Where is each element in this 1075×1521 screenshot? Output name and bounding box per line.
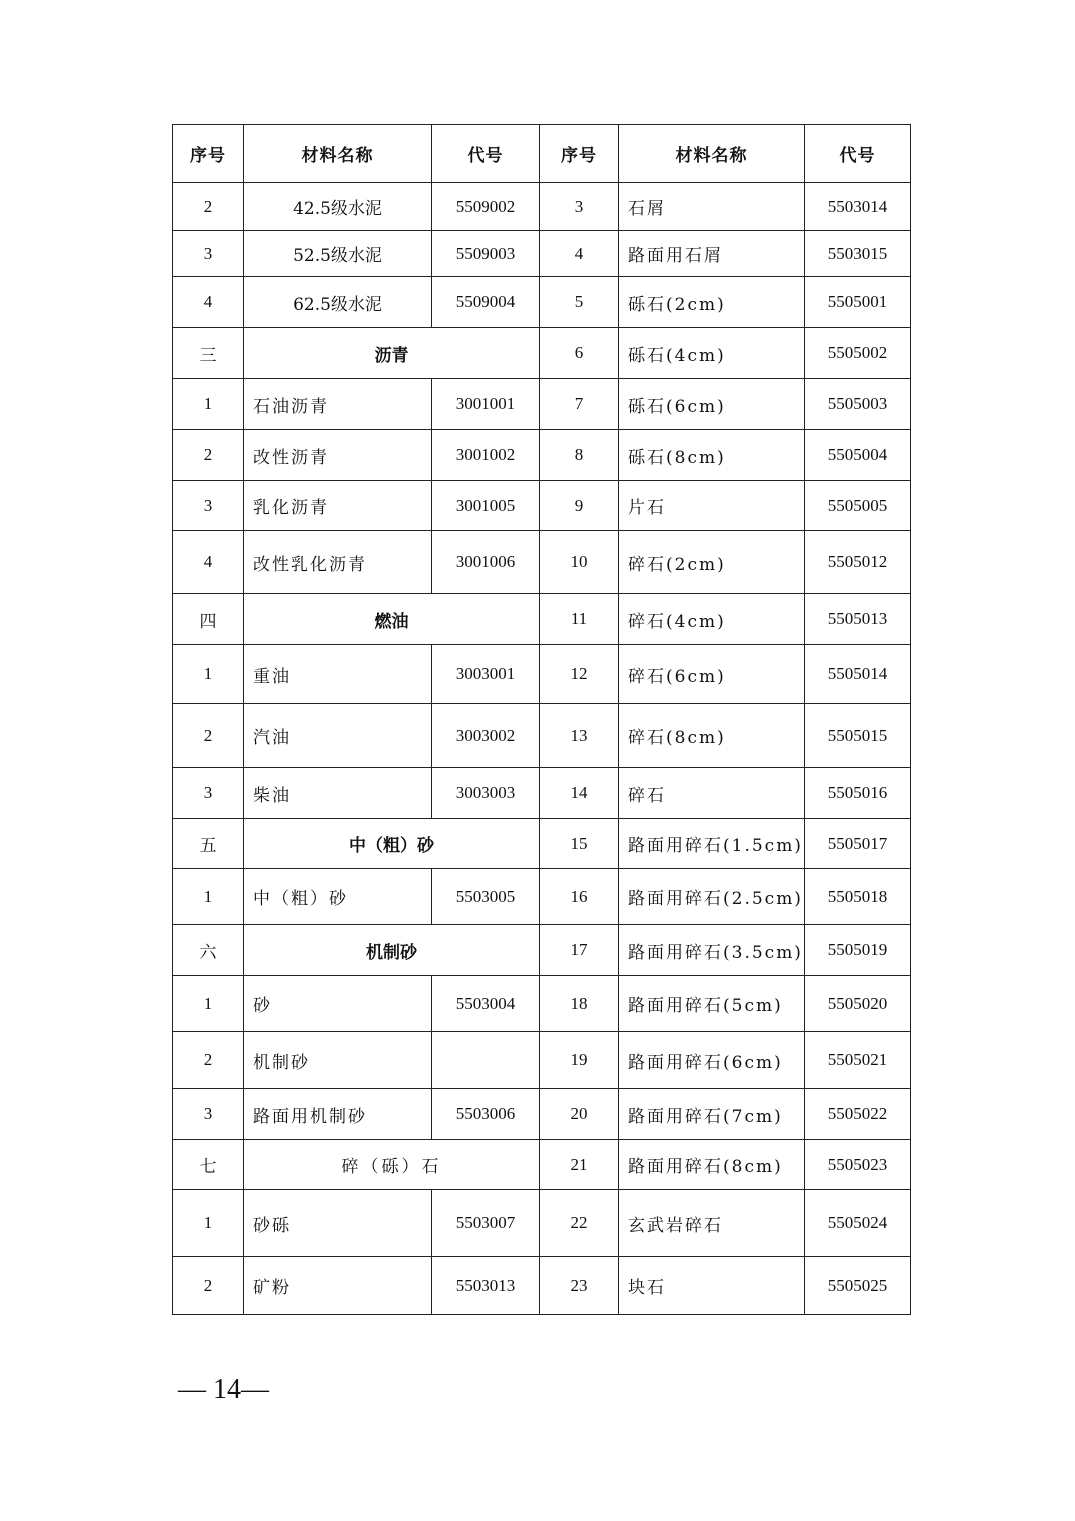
right-code-cell: 5505001	[805, 277, 911, 328]
left-seq-cell: 2	[173, 1032, 244, 1089]
table-row	[173, 481, 911, 531]
right-name-cell: 砾石(6cm)	[619, 379, 805, 430]
table-row	[173, 704, 911, 768]
right-code-cell: 5505015	[805, 704, 911, 768]
right-code-cell: 5503014	[805, 183, 911, 231]
table-row	[173, 379, 911, 430]
right-code-cell: 5505017	[805, 819, 911, 869]
section-row	[173, 594, 911, 645]
right-seq-cell: 9	[540, 481, 619, 531]
right-seq-cell: 3	[540, 183, 619, 231]
right-code-cell: 5503015	[805, 231, 911, 277]
left-seq-cell: 1	[173, 645, 244, 704]
table-row	[173, 183, 911, 231]
table-row	[173, 1032, 911, 1089]
left-seq-cell: 1	[173, 869, 244, 925]
right-name-cell: 路面用碎石(5cm)	[619, 976, 805, 1032]
table-row	[173, 768, 911, 819]
left-code-cell: 5503005	[432, 869, 540, 925]
left-name-cell: 改性沥青	[244, 430, 432, 481]
left-seq-cell: 3	[173, 1089, 244, 1140]
right-name-cell: 碎石(4cm)	[619, 594, 805, 645]
right-code-cell: 5505024	[805, 1190, 911, 1257]
left-seq-cell: 1	[173, 379, 244, 430]
right-code-cell: 5505021	[805, 1032, 911, 1089]
left-seq-cell: 2	[173, 1257, 244, 1315]
section-title-cell: 机制砂	[244, 925, 540, 976]
left-name-cell: 52.5级水泥	[244, 231, 432, 277]
table-row	[173, 277, 911, 328]
right-name-cell: 路面用碎石(2.5cm)	[619, 869, 805, 925]
right-seq-cell: 18	[540, 976, 619, 1032]
section-title-cell: 中（粗）砂	[244, 819, 540, 869]
right-name-cell: 碎石(6cm)	[619, 645, 805, 704]
right-code-cell: 5505005	[805, 481, 911, 531]
right-name-cell: 砾石(4cm)	[619, 328, 805, 379]
right-seq-cell: 6	[540, 328, 619, 379]
right-seq-cell: 16	[540, 869, 619, 925]
left-name-cell: 砂砾	[244, 1190, 432, 1257]
left-code-cell: 5503013	[432, 1257, 540, 1315]
left-seq-cell: 3	[173, 768, 244, 819]
right-name-cell: 石屑	[619, 183, 805, 231]
left-code-cell	[432, 1032, 540, 1089]
left-seq-cell: 1	[173, 1190, 244, 1257]
right-name-cell: 路面用碎石(6cm)	[619, 1032, 805, 1089]
right-seq-cell: 14	[540, 768, 619, 819]
left-code-cell: 5503007	[432, 1190, 540, 1257]
left-name-cell: 中（粗）砂	[244, 869, 432, 925]
left-code-cell: 5509002	[432, 183, 540, 231]
left-seq-cell: 3	[173, 481, 244, 531]
left-name-cell: 砂	[244, 976, 432, 1032]
right-code-cell: 5505019	[805, 925, 911, 976]
left-code-cell: 3003001	[432, 645, 540, 704]
left-name-cell: 乳化沥青	[244, 481, 432, 531]
right-seq-cell: 7	[540, 379, 619, 430]
table-row	[173, 531, 911, 594]
left-name-cell: 重油	[244, 645, 432, 704]
header-left-seq: 序号	[173, 125, 244, 183]
section-title-cell: 碎（砾）石	[244, 1140, 540, 1190]
left-name-cell: 矿粉	[244, 1257, 432, 1315]
right-code-cell: 5505025	[805, 1257, 911, 1315]
right-name-cell: 路面用碎石(3.5cm)	[619, 925, 805, 976]
section-row	[173, 328, 911, 379]
left-name-cell: 路面用机制砂	[244, 1089, 432, 1140]
left-seq-cell: 四	[173, 594, 244, 645]
right-seq-cell: 22	[540, 1190, 619, 1257]
left-seq-cell: 七	[173, 1140, 244, 1190]
section-row	[173, 1140, 911, 1190]
header-left-name: 材料名称	[244, 125, 432, 183]
right-code-cell: 5505012	[805, 531, 911, 594]
left-code-cell: 3001006	[432, 531, 540, 594]
right-name-cell: 片石	[619, 481, 805, 531]
right-name-cell: 砾石(8cm)	[619, 430, 805, 481]
table-header-row	[173, 125, 911, 183]
left-seq-cell: 2	[173, 183, 244, 231]
right-seq-cell: 21	[540, 1140, 619, 1190]
left-code-cell: 5509003	[432, 231, 540, 277]
right-seq-cell: 10	[540, 531, 619, 594]
right-name-cell: 砾石(2cm)	[619, 277, 805, 328]
materials-table	[172, 124, 911, 1315]
right-code-cell: 5505004	[805, 430, 911, 481]
right-seq-cell: 17	[540, 925, 619, 976]
right-name-cell: 碎石(8cm)	[619, 704, 805, 768]
right-code-cell: 5505003	[805, 379, 911, 430]
left-code-cell: 5509004	[432, 277, 540, 328]
left-seq-cell: 4	[173, 277, 244, 328]
left-code-cell: 3003002	[432, 704, 540, 768]
right-code-cell: 5505016	[805, 768, 911, 819]
right-seq-cell: 15	[540, 819, 619, 869]
header-right-seq: 序号	[540, 125, 619, 183]
left-name-cell: 汽油	[244, 704, 432, 768]
table-row	[173, 976, 911, 1032]
left-name-cell: 石油沥青	[244, 379, 432, 430]
right-name-cell: 块石	[619, 1257, 805, 1315]
left-code-cell: 3001005	[432, 481, 540, 531]
right-seq-cell: 19	[540, 1032, 619, 1089]
left-seq-cell: 五	[173, 819, 244, 869]
left-seq-cell: 六	[173, 925, 244, 976]
right-name-cell: 碎石(2cm)	[619, 531, 805, 594]
right-code-cell: 5505002	[805, 328, 911, 379]
right-seq-cell: 8	[540, 430, 619, 481]
table-row	[173, 1089, 911, 1140]
table-row	[173, 231, 911, 277]
left-name-cell: 42.5级水泥	[244, 183, 432, 231]
right-seq-cell: 4	[540, 231, 619, 277]
section-title-cell: 沥青	[244, 328, 540, 379]
right-seq-cell: 11	[540, 594, 619, 645]
right-seq-cell: 5	[540, 277, 619, 328]
header-left-code: 代号	[432, 125, 540, 183]
left-code-cell: 5503006	[432, 1089, 540, 1140]
left-code-cell: 3003003	[432, 768, 540, 819]
section-row	[173, 925, 911, 976]
right-seq-cell: 20	[540, 1089, 619, 1140]
right-name-cell: 路面用碎石(8cm)	[619, 1140, 805, 1190]
right-code-cell: 5505022	[805, 1089, 911, 1140]
right-code-cell: 5505014	[805, 645, 911, 704]
header-right-code: 代号	[805, 125, 911, 183]
right-seq-cell: 13	[540, 704, 619, 768]
left-seq-cell: 2	[173, 704, 244, 768]
section-row	[173, 819, 911, 869]
right-name-cell: 路面用石屑	[619, 231, 805, 277]
table-row	[173, 645, 911, 704]
right-seq-cell: 12	[540, 645, 619, 704]
table-row	[173, 869, 911, 925]
left-seq-cell: 三	[173, 328, 244, 379]
right-name-cell: 碎石	[619, 768, 805, 819]
right-name-cell: 路面用碎石(1.5cm)	[619, 819, 805, 869]
left-seq-cell: 3	[173, 231, 244, 277]
left-code-cell: 3001002	[432, 430, 540, 481]
table-row	[173, 1257, 911, 1315]
section-title-cell: 燃油	[244, 594, 540, 645]
right-code-cell: 5505020	[805, 976, 911, 1032]
left-code-cell: 5503004	[432, 976, 540, 1032]
page-number: — 14—	[178, 1374, 269, 1405]
left-code-cell: 3001001	[432, 379, 540, 430]
table-row	[173, 430, 911, 481]
left-seq-cell: 4	[173, 531, 244, 594]
header-right-name: 材料名称	[619, 125, 805, 183]
table-row	[173, 1190, 911, 1257]
left-name-cell: 柴油	[244, 768, 432, 819]
left-name-cell: 改性乳化沥青	[244, 531, 432, 594]
left-name-cell: 机制砂	[244, 1032, 432, 1089]
right-name-cell: 路面用碎石(7cm)	[619, 1089, 805, 1140]
right-code-cell: 5505023	[805, 1140, 911, 1190]
right-seq-cell: 23	[540, 1257, 619, 1315]
right-name-cell: 玄武岩碎石	[619, 1190, 805, 1257]
left-seq-cell: 1	[173, 976, 244, 1032]
left-seq-cell: 2	[173, 430, 244, 481]
right-code-cell: 5505013	[805, 594, 911, 645]
right-code-cell: 5505018	[805, 869, 911, 925]
left-name-cell: 62.5级水泥	[244, 277, 432, 328]
